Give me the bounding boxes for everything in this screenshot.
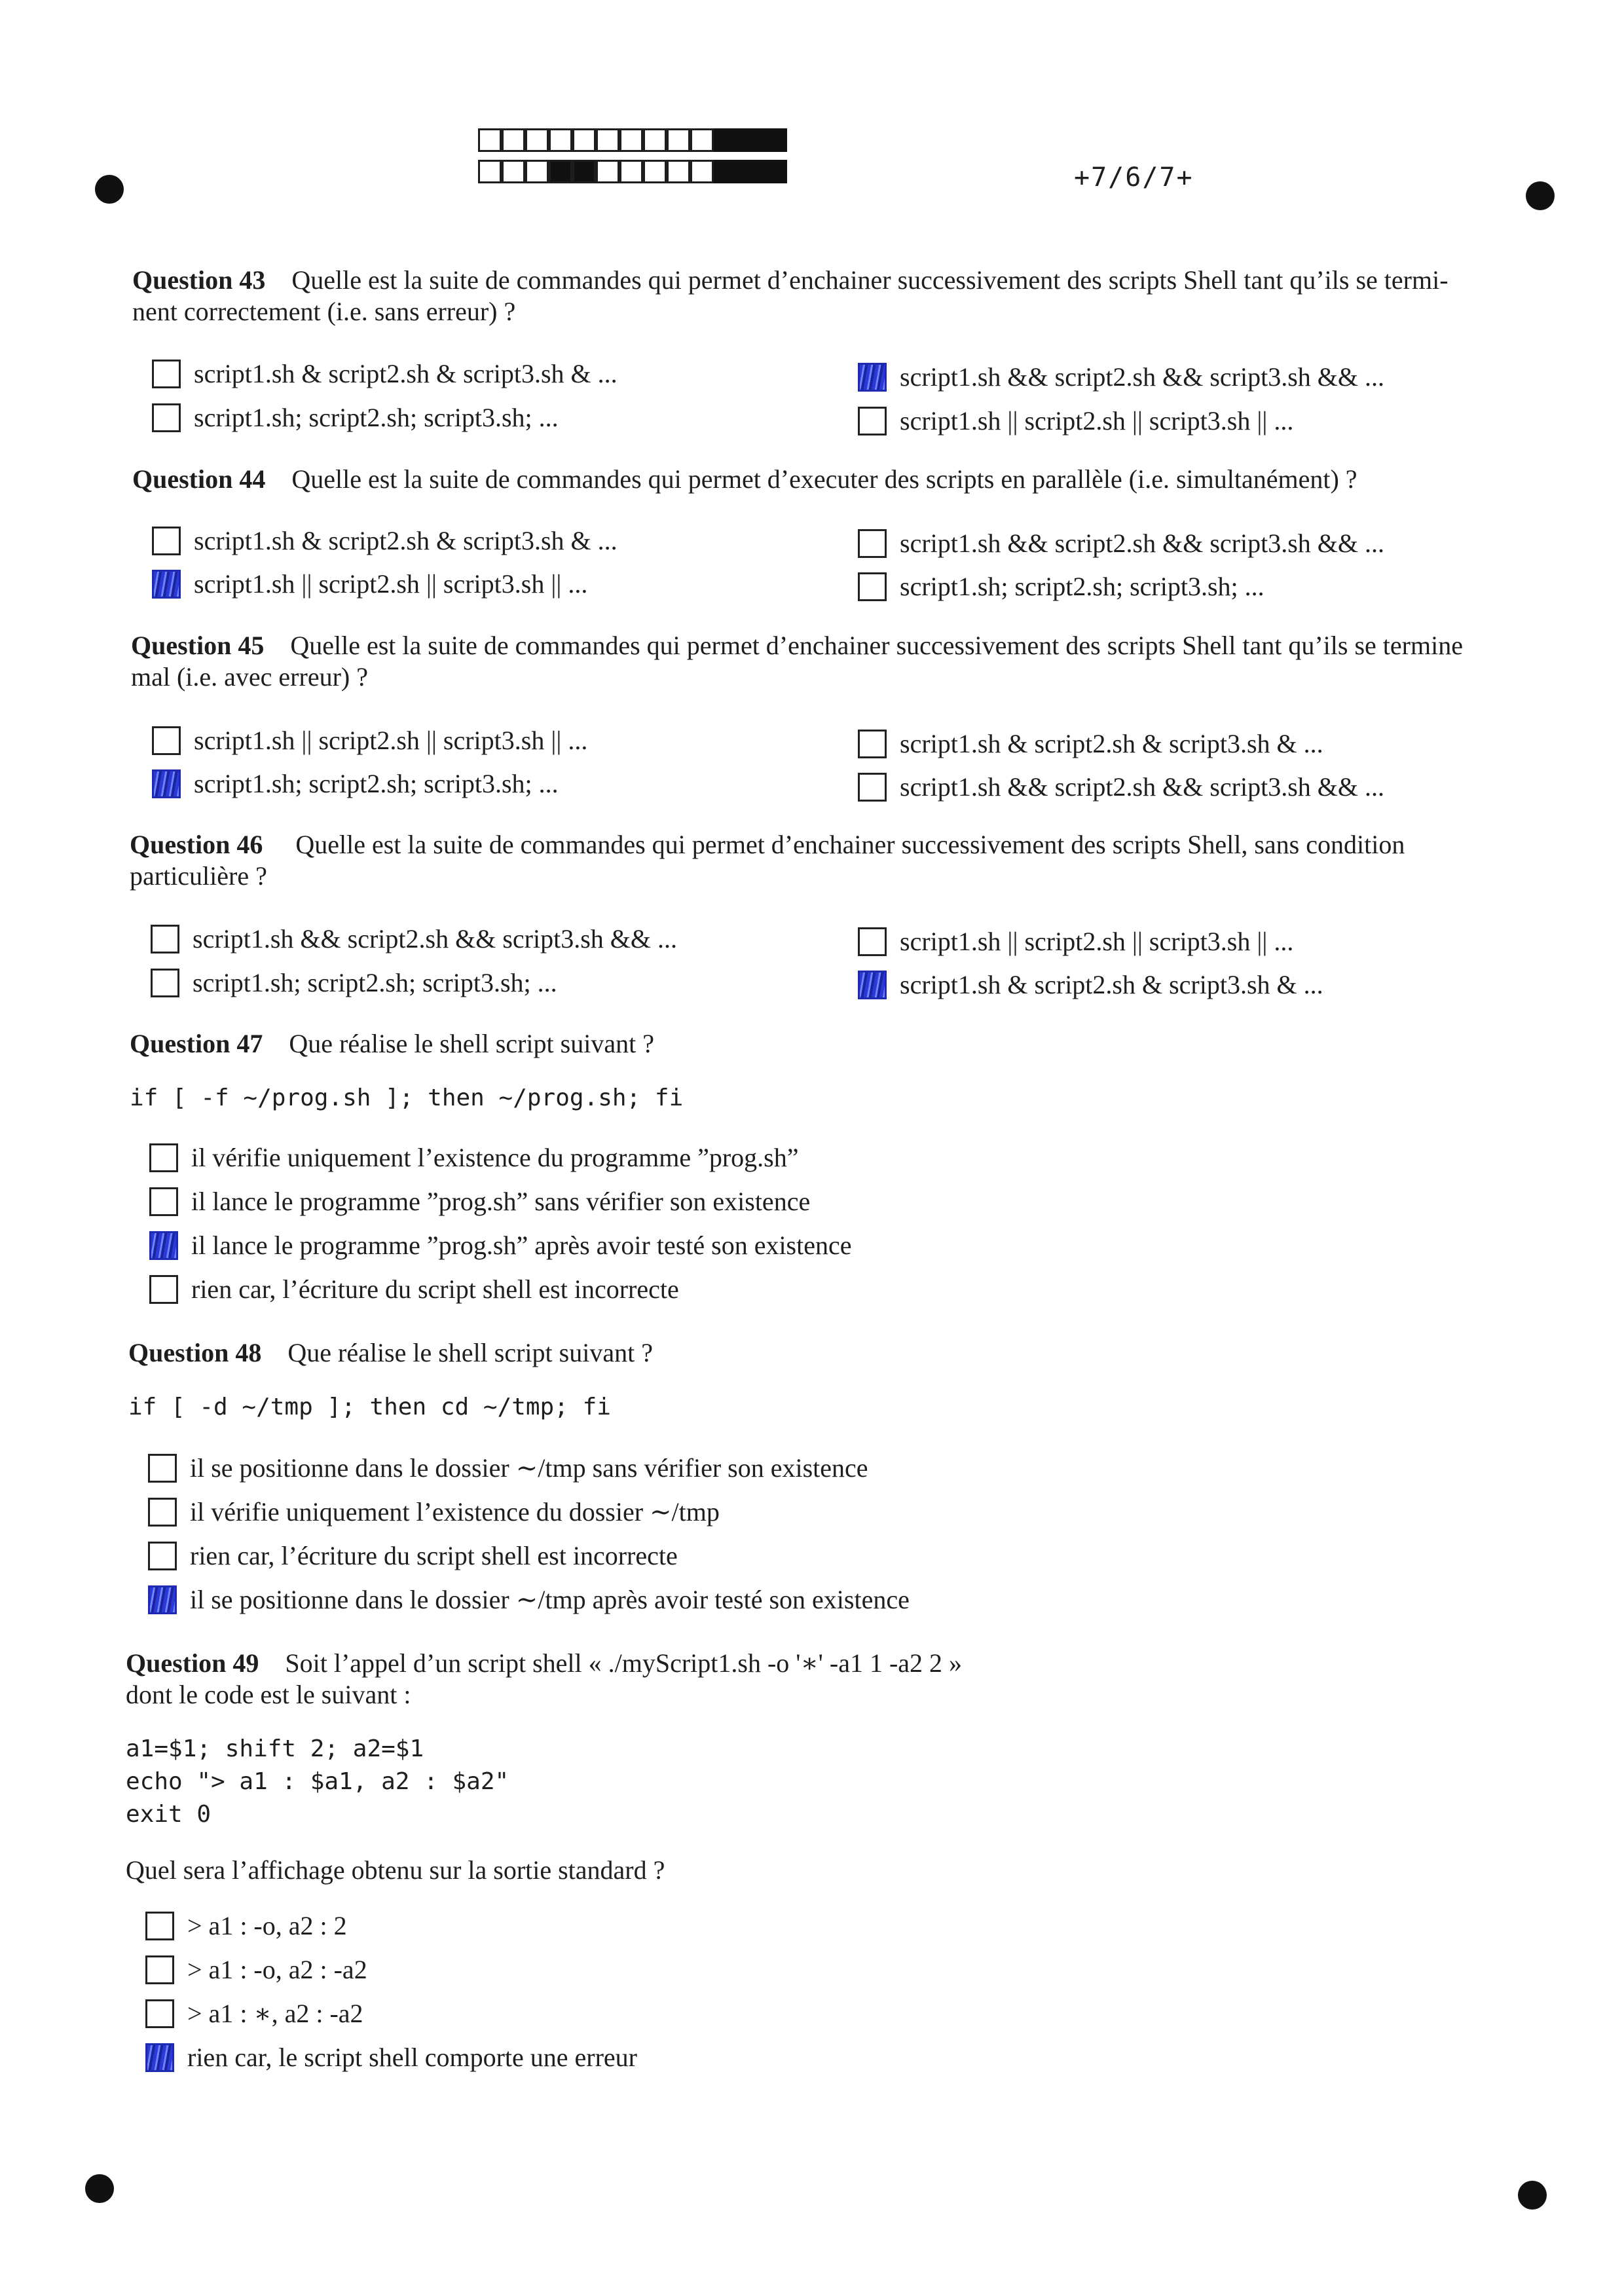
question-number: Question 45 bbox=[131, 631, 265, 660]
checkbox[interactable] bbox=[149, 1143, 178, 1172]
corner-mark-top-right bbox=[1526, 181, 1555, 210]
question-45-option-c[interactable] bbox=[858, 728, 1323, 759]
question-49-option-d[interactable] bbox=[145, 2042, 637, 2073]
question-49-code-line1: a1=$1; shift 2; a2=$1 bbox=[126, 1735, 424, 1762]
question-49-line1 bbox=[126, 1648, 962, 1678]
checkbox[interactable] bbox=[152, 726, 181, 755]
question-44-option-d[interactable] bbox=[858, 571, 1264, 602]
question-45-line1 bbox=[131, 630, 1463, 661]
checkbox[interactable] bbox=[152, 527, 181, 555]
question-number: Question 46 bbox=[130, 830, 263, 859]
question-text: Quelle est la suite de commandes qui permet d’enchainer successivement des scripts Shell tant qu’ils se termine bbox=[290, 631, 1463, 660]
option-label: > a1 : ∗, a2 : -a2 bbox=[187, 1999, 363, 2028]
question-46-line1 bbox=[130, 829, 1405, 860]
option-label: script1.sh && script2.sh && script3.sh && ... bbox=[193, 924, 677, 954]
question-46-option-b[interactable] bbox=[151, 967, 557, 998]
option-label: il se positionne dans le dossier ∼/tmp après avoir testé son existence bbox=[190, 1585, 910, 1614]
checkbox[interactable] bbox=[858, 407, 887, 435]
option-label: script1.sh || script2.sh || script3.sh || ... bbox=[900, 927, 1294, 956]
option-label: script1.sh || script2.sh || script3.sh || ... bbox=[900, 406, 1294, 435]
option-label: rien car, l’écriture du script shell est incorrecte bbox=[190, 1541, 678, 1570]
question-44-option-c[interactable] bbox=[858, 528, 1384, 559]
question-43-option-c[interactable] bbox=[858, 361, 1384, 392]
question-48-option-c[interactable] bbox=[148, 1540, 678, 1571]
option-label: > a1 : -o, a2 : -a2 bbox=[187, 1955, 367, 1984]
checkbox[interactable] bbox=[145, 1955, 174, 1984]
question-49-option-a[interactable] bbox=[145, 1910, 347, 1941]
checkbox[interactable] bbox=[858, 773, 887, 802]
question-text: Quelle est la suite de commandes qui permet d’executer des scripts en parallèle (i.e. simultanément) ? bbox=[291, 464, 1357, 494]
question-47-option-a[interactable] bbox=[149, 1142, 798, 1173]
checkbox[interactable] bbox=[858, 529, 887, 558]
question-43-option-a[interactable] bbox=[152, 358, 618, 389]
checkbox[interactable] bbox=[152, 360, 181, 388]
question-number: Question 43 bbox=[132, 265, 266, 295]
question-49-line2: dont le code est le suivant : bbox=[126, 1680, 411, 1709]
question-45-option-d[interactable] bbox=[858, 771, 1384, 802]
checkbox[interactable] bbox=[151, 925, 179, 954]
option-label: script1.sh && script2.sh && script3.sh && ... bbox=[900, 362, 1384, 392]
question-46-line2: particulière ? bbox=[130, 861, 267, 891]
question-48-line1 bbox=[128, 1337, 653, 1368]
checkbox[interactable] bbox=[149, 1187, 178, 1216]
option-label: script1.sh || script2.sh || script3.sh || ... bbox=[194, 726, 588, 755]
option-label: script1.sh & script2.sh & script3.sh & ... bbox=[900, 970, 1323, 999]
checkbox-checked[interactable] bbox=[145, 2043, 174, 2072]
option-label: script1.sh && script2.sh && script3.sh && ... bbox=[900, 772, 1384, 802]
question-45-option-b[interactable] bbox=[152, 768, 559, 799]
question-49-code-line3: exit 0 bbox=[126, 1801, 212, 1828]
option-label: script1.sh & script2.sh & script3.sh & ... bbox=[194, 526, 618, 555]
question-48-option-a[interactable] bbox=[148, 1453, 868, 1483]
question-45-option-a[interactable] bbox=[152, 725, 587, 756]
question-47-line1 bbox=[130, 1028, 654, 1059]
checkbox-checked[interactable] bbox=[858, 971, 887, 999]
question-46-option-d[interactable] bbox=[858, 969, 1323, 1000]
checkbox[interactable] bbox=[858, 927, 887, 956]
corner-mark-top-left bbox=[95, 175, 124, 204]
question-text: Soit l’appel d’un script shell « ./myScript1.sh -o '∗' -a1 1 -a2 2 » bbox=[285, 1648, 963, 1678]
checkbox-checked[interactable] bbox=[149, 1231, 178, 1260]
checkbox[interactable] bbox=[145, 1912, 174, 1940]
question-number: Question 48 bbox=[128, 1338, 262, 1367]
question-number: Question 44 bbox=[132, 464, 266, 494]
question-48-code: if [ -d ~/tmp ]; then cd ~/tmp; fi bbox=[128, 1394, 611, 1420]
checkbox-checked[interactable] bbox=[152, 769, 181, 798]
page-code: +7/6/7+ bbox=[1074, 162, 1194, 193]
option-label: script1.sh & script2.sh & script3.sh & ... bbox=[900, 729, 1323, 758]
option-label: rien car, le script shell comporte une erreur bbox=[187, 2043, 637, 2072]
question-43-option-b[interactable] bbox=[152, 402, 559, 433]
question-47-option-d[interactable] bbox=[149, 1274, 679, 1305]
checkbox-checked[interactable] bbox=[858, 363, 887, 392]
question-46-option-c[interactable] bbox=[858, 926, 1293, 957]
option-label: il vérifie uniquement l’existence du dossier ∼/tmp bbox=[190, 1497, 720, 1527]
question-46-option-a[interactable] bbox=[151, 923, 677, 954]
checkbox[interactable] bbox=[152, 403, 181, 432]
option-label: il se positionne dans le dossier ∼/tmp sans vérifier son existence bbox=[190, 1453, 868, 1483]
question-45-line2: mal (i.e. avec erreur) ? bbox=[131, 662, 368, 692]
checkbox-checked[interactable] bbox=[152, 570, 181, 599]
question-49-prompt: Quel sera l’affichage obtenu sur la sortie standard ? bbox=[126, 1855, 665, 1885]
checkbox-checked[interactable] bbox=[148, 1585, 177, 1614]
checkbox[interactable] bbox=[149, 1275, 178, 1304]
question-text: Quelle est la suite de commandes qui permet d’enchainer successivement des scripts Shell tant qu’ils se termi- bbox=[291, 265, 1449, 295]
question-47-code: if [ -f ~/prog.sh ]; then ~/prog.sh; fi bbox=[130, 1084, 684, 1111]
question-47-option-b[interactable] bbox=[149, 1186, 810, 1217]
option-label: script1.sh; script2.sh; script3.sh; ... bbox=[193, 968, 557, 997]
question-47-option-c[interactable] bbox=[149, 1230, 852, 1261]
checkbox[interactable] bbox=[148, 1498, 177, 1527]
question-49-option-b[interactable] bbox=[145, 1954, 367, 1985]
question-48-option-d[interactable] bbox=[148, 1584, 910, 1615]
option-label: rien car, l’écriture du script shell est incorrecte bbox=[191, 1274, 679, 1304]
option-label: script1.sh & script2.sh & script3.sh & ... bbox=[194, 359, 618, 388]
page-barcode bbox=[478, 128, 792, 187]
option-label: script1.sh && script2.sh && script3.sh && ... bbox=[900, 528, 1384, 558]
question-number: Question 47 bbox=[130, 1029, 263, 1058]
checkbox[interactable] bbox=[148, 1454, 177, 1483]
checkbox[interactable] bbox=[145, 1999, 174, 2028]
question-43-line2: nent correctement (i.e. sans erreur) ? bbox=[132, 297, 516, 326]
checkbox[interactable] bbox=[858, 572, 887, 601]
option-label: il lance le programme ”prog.sh” sans vérifier son existence bbox=[191, 1187, 811, 1216]
question-49-code-line2: echo "> a1 : $a1, a2 : $a2" bbox=[126, 1768, 509, 1795]
checkbox[interactable] bbox=[148, 1542, 177, 1570]
option-label: script1.sh; script2.sh; script3.sh; ... bbox=[194, 403, 559, 432]
checkbox[interactable] bbox=[151, 969, 179, 997]
question-44-option-a[interactable] bbox=[152, 525, 618, 556]
option-label: il vérifie uniquement l’existence du programme ”prog.sh” bbox=[191, 1143, 799, 1172]
option-label: script1.sh; script2.sh; script3.sh; ... bbox=[900, 572, 1264, 601]
question-43-option-d[interactable] bbox=[858, 405, 1293, 436]
option-label: script1.sh; script2.sh; script3.sh; ... bbox=[194, 769, 559, 798]
option-label: il lance le programme ”prog.sh” après avoir testé son existence bbox=[191, 1231, 852, 1260]
option-label: script1.sh || script2.sh || script3.sh || ... bbox=[194, 569, 588, 599]
option-label: > a1 : -o, a2 : 2 bbox=[187, 1911, 347, 1940]
corner-mark-bottom-left bbox=[85, 2174, 114, 2203]
checkbox[interactable] bbox=[858, 730, 887, 758]
question-text: Que réalise le shell script suivant ? bbox=[287, 1338, 653, 1367]
question-48-option-b[interactable] bbox=[148, 1496, 720, 1527]
question-number: Question 49 bbox=[126, 1648, 259, 1678]
question-43-line1 bbox=[132, 265, 1449, 295]
question-text: Quelle est la suite de commandes qui permet d’enchainer successivement des scripts Shell, sans condition bbox=[295, 830, 1405, 859]
corner-mark-bottom-right bbox=[1518, 2181, 1547, 2210]
question-49-option-c[interactable] bbox=[145, 1998, 363, 2029]
question-44-option-b[interactable] bbox=[152, 568, 587, 599]
question-44-line1 bbox=[132, 464, 1357, 494]
question-text: Que réalise le shell script suivant ? bbox=[289, 1029, 654, 1058]
